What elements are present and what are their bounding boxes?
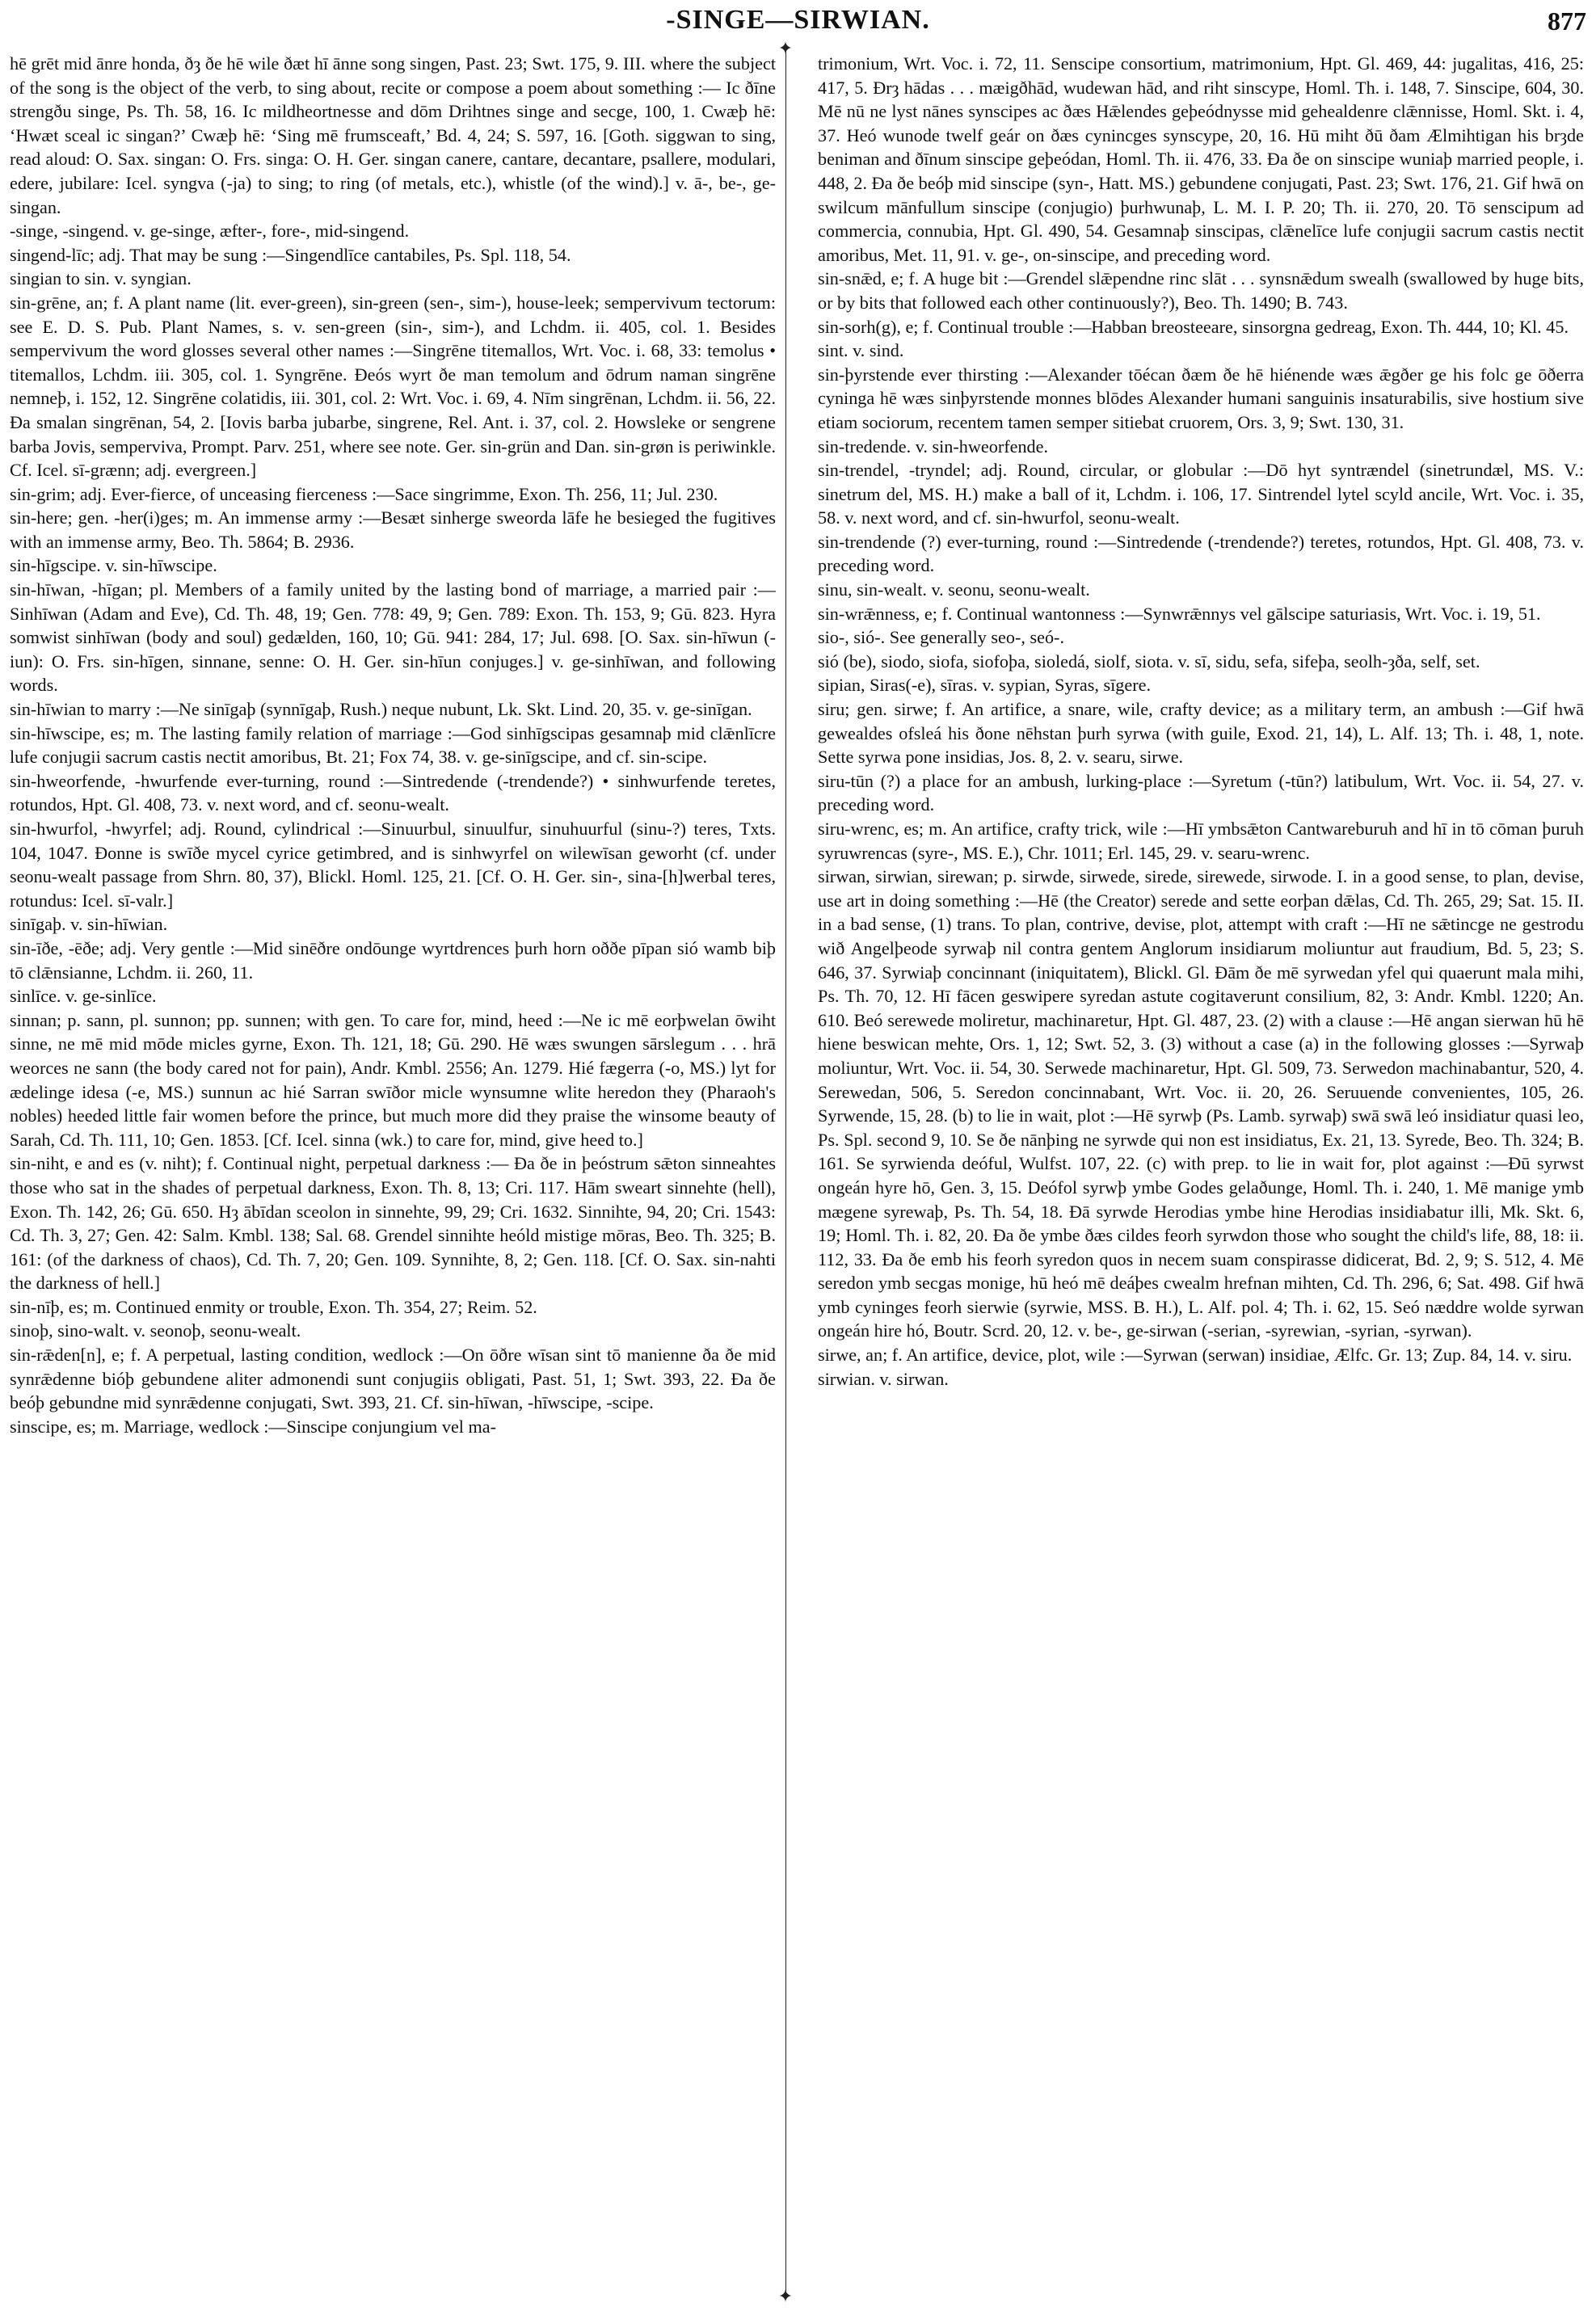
- dictionary-entry: sinnan; p. sann, pl. sunnon; pp. sunnen; with gen. To care for, mind, heed :—Ne ic mē eorþwelan ōwiht sinne, ne mē mid mōde micles gyrne, Exon. Th. 121, 18; Gū. 290. Hē wæs swungen sārslegum . . . hrā weorces ne sann (the body cared not for pain), Andr. Kmbl. 2556; An. 1279. Hié fægerra (-o, MS.) lyt for ædelinge idesa (-e, MS.) sunnun ac hié Sarran swīðor micle wynsumne wlite heredon they (Pharaoh's nobles) heeded little fair women before the prince, but much more did they praise the winsome beauty of Sarah, Cd. Th. 111, 10; Gen. 1853. [Cf. Icel. sinna (wk.) to care for, mind, give heed to.]: [10, 1009, 776, 1150]
- dictionary-entry: sirwan, sirwian, sirewan; p. sirwde, sirwede, sirede, sirewede, sirwode. I. in a good sense, to plan, devise, use art in doing something :—Hē (the Creator) serede and sette eorþan dǣlas, Cd. Th. 265, 29; Sat. 15. II. in a bad sense, (1) trans. To plan, contrive, devise, plot, attempt with craft :—Hī ne sǣtincge ne gestrodu wið Angelþeode syrwaþ nil contra gentem Anglorum insidiarum moliuntur aut fraudium, Bd. 5, 23; S. 646, 37. Syrwiaþ concinnant (iniquitatem), Blickl. Gl. Ðām ðe mē syrwedan yfel qui quaerunt mala mihi, Ps. Th. 70, 12. Hī fācen geswipere syredan astute cogitaverunt consilium, 82, 3: Andr. Kmbl. 1220; An. 610. Beó serewede moliretur, machinaretur, Hpt. Gl. 487, 23. (2) with a clause :—Hē angan sierwan hū hē hiene beswican mehte, Ors. 1, 12; Swt. 52, 3. (3) without a case (a) in the following glosses :—Syrwaþ moliuntur, Wrt. Voc. ii. 54, 30. Serwede machinaretur, Hpt. Gl. 509, 73. Serwedon machinabantur, 520, 4. Serewedan, 506, 5. Seredon concinnabant, Wrt. Voc. ii. 20, 26. Seruuende convenientes, 105, 26. Syrwende, 15, 28. (b) to lie in wait, plot :—Hē syrwþ (Ps. Lamb. syrwaþ) swā swā leó insidiatur quasi leo, Ps. Spl. second 9, 10. Se ðe nānþing ne syrwde qui non est insidiatus, Ex. 21, 13. Syrede, Beo. Th. 324; B. 161. Se syrwienda deóful, Wulfst. 107, 22. (c) with prep. to lie in wait for, plot against :—Ðū syrwst ongeán hyre hō, Gen. 3, 15. Deófol syrwþ ymbe Godes gelaðunge, Homl. Th. i. 240, 1. Mē manige ymb mægene syrewaþ, Ps. Th. 54, 18. Ðā syrwde Herodias ymbe hine Herodias insidiabatur illi, Mk. Skt. 6, 19; Homl. Th. i. 82, 20. Ða ðe ymbe ðæs cildes feorh syrwdon those who sought the child's life, 88, 18: ii. 112, 33. Ða ðe emb his feorh syredon quos in necem suam conspirasse didicerat, Bd. 2, 9; S. 512, 4. Mē seredon ymb secgas monige, hū heó mē deáþes cwealm hrefnan mihten, Cd. Th. 296, 6; Sat. 498. Gif hwā ymb cyninges feorh sierwie (syrwie, MSS. B. H.), L. Alf. pol. 4; Th. i. 62, 15. Seó næddre wolde syrwan ongeán hire hó, Boutr. Scrd. 20, 12. v. be-, ge-sirwan (-serian, -syrewian, -syrian, -syrwan).: [818, 866, 1584, 1341]
- dictionary-entry: sin-rǣden[n], e; f. A perpetual, lasting condition, wedlock :—On ōðre wīsan sint tō manienne ða ðe mid synrǣdenne bióþ gebundene aliter admonendi sunt conjugiis obligati, Past. 51, 1; Swt. 393, 22. Ða ðe beóþ gebundne mid synrǣdenne conjugati, Swt. 393, 21. Cf. sin-hīwan, -hīwscipe, -scipe.: [10, 1345, 776, 1413]
- dictionary-entry: sin-þyrstende ever thirsting :—Alexander tōécan ðæm ðe hē hiénende wæs ǣgðer ge his folc ge ōðerra cyninga hē wæs sinþyrstende monnes blōdes Alexander humani sanguinis insaturabilis, sive hostium sive etiam sociorum, recentem tamen semper sitiebat cruorem, Ors. 3, 9; Swt. 130, 31.: [818, 364, 1584, 432]
- dictionary-entry: sin-grēne, an; f. A plant name (lit. ever-green), sin-green (sen-, sim-), house-leek; sempervivum tectorum: see E. D. S. Pub. Plant Names, s. v. sen-green (sin-, sim-), and Lchdm. ii. 405, col. 1. Besides sempervivum the word glosses several other names :—Singrēne titemallos, Wrt. Voc. i. 68, 33: temolus • titemallos, Lchdm. iii. 305, col. 1. Syngrēne. Ðeós wyrt ðe man temolum and ōdrum naman singrēne nemneþ, i. 152, 12. Singrēne colatidis, iii. 301, col. 2: Wrt. Voc. i. 69, 4. Nīm singrēnan, Lchdm. ii. 56, 22. Ða smalan singrēnan, 54, 2. [Iovis barba jubarbe, singrene, Rel. Ant. i. 37, col. 2. Howsleke or sengrene barba Jovis, semperviva, Prompt. Parv. 251, where see note. Ger. sin-grün and Dan. sin-grøn is periwinkle. Cf. Icel. sī-grænn; adj. evergreen.]: [10, 292, 776, 481]
- dictionary-entry: siru; gen. sirwe; f. An artifice, a snare, wile, crafty device; as a military term, an ambush :—Gif hwā gewealdes ofsleá his ðone nēhstan þurh syrwa (with guile, Exod. 21, 14), L. Alf. 13; Th. i. 48, 1, note. Sette syrwa pone insidias, Jos. 8, 2. v. searu, sirwe.: [818, 699, 1584, 768]
- dictionary-entry: sirwe, an; f. An artifice, device, plot, wile :—Syrwan (serwan) insidiae, Ælfc. Gr. 13; Zup. 84, 14. v. siru.: [818, 1345, 1573, 1366]
- dictionary-entry: singian to sin. v. syngian.: [10, 268, 192, 289]
- dictionary-entry: sin-hwurfol, -hwyrfel; adj. Round, cylindrical :—Sinuurbul, sinuulfur, sinuhuurful (sinu-?) teres, Txts. 104, 1047. Ðonne is swīðe mycel cyrice getimbred, and is sinhwyrfel on wilewīsan geworht (cf. under seonu-wealt passage from Shrn. 80, 37), Blickl. Homl. 125, 21. [Cf. O. H. Ger. sin-, sina-[h]werbal teres, rotundus: Icel. sī-valr.]: [10, 819, 776, 911]
- dictionary-entry: sinoþ, sino-walt. v. seonoþ, seonu-wealt.: [10, 1320, 301, 1341]
- dictionary-entry: singend-līc; adj. That may be sung :—Singendlīce cantabiles, Ps. Spl. 118, 54.: [10, 244, 571, 265]
- dictionary-entry: trimonium, Wrt. Voc. i. 72, 11. Senscipe consortium, matrimonium, Hpt. Gl. 469, 44: jugalitas, 416, 25: 417, 5. Ðrȝ hādas . . . mæigðhād, wudewan hād, and riht sinscype, Homl. Th. i. 148, 7. Sinscipe, 604, 30. Mē nū ne lyst nānes synscipes ac ðæs Hǣlendes geþeódnysse mid gehealdenre clǣnnisse, Homl. Skt. i. 4, 37. Heó wunode twelf geár on ðæs cynincges synscype, 20, 16. Hū miht ðū ðam Ælmihtigan his brȝde beniman and ðīnum sinscipe geþeódan, Homl. Th. ii. 476, 33. Ða ðe on sinscipe wuniaþ married people, i. 448, 2. Ða ðe beóþ mid sinscipe (syn-, Hatt. MS.) gebundene conjugati, Past. 23; Swt. 176, 21. Gif hwā on swilcum mānfullum sinscipe (conjugio) þurhwunaþ, L. M. I. P. 20; Th. ii. 270, 20. Tō senscipum ad commercia, connubia, Hpt. Gl. 490, 54. Gesamnaþ sinscipas, clǣnelīce lufe conjugii sacrum castis nectit amoribus, Met. 11, 91. v. ge-, on-sinscipe, and preceding word.: [818, 53, 1584, 265]
- dictionary-entry: sin-here; gen. -her(i)ges; m. An immense army :—Besæt sinherge sweorda lāfe he besieged the fugitives with an immense army, Beo. Th. 5864; B. 2936.: [10, 507, 776, 552]
- dictionary-entry: hē grēt mid ānre honda, ðȝ ðe hē wile ðæt hī ānne song singen, Past. 23; Swt. 175, 9. III. where the subject of the song is the object of the verb, to sing about, recite or compose a poem about something :— Ic ðīne strengðu singe, Ps. Th. 58, 16. Ic mildheortnesse and dōm Drihtnes singe and secge, 100, 1. Cwæþ hē: ‘Hwæt sceal ic singan?’ Cwæþ hē: ‘Sing mē frumsceaft,’ Bd. 4, 24; S. 597, 16. [Goth. siggwan to sing, read aloud: O. Sax. singan: O. Frs. singa: O. H. Ger. singan canere, cantare, decantare, psallere, modulari, edere, jubilare: Icel. syngva (-ja) to sing; to ring (of metals, etc.), whistle (of the wind).] v. ā-, be-, ge-singan.: [10, 53, 776, 217]
- running-title: -SINGE—SIRWIAN.: [666, 5, 930, 35]
- dictionary-entry: sinlīce. v. ge-sinlīce.: [10, 986, 157, 1007]
- dictionary-entry: sin-grim; adj. Ever-fierce, of unceasing fierceness :—Sace singrimme, Exon. Th. 256, 11; Jul. 230.: [10, 483, 718, 504]
- dictionary-entry: sint. v. sind.: [818, 340, 904, 361]
- dictionary-entry: sin-niht, e and es (v. niht); f. Continual night, perpetual darkness :— Ða ðe in þeóstrum sǣton sinneahtes those who sat in the shades of perpetual darkness, Exon. Th. 8, 13; Cri. 117. Hām sweart sinnehte (hell), Exon. Th. 142, 26; Gū. 650. Hȝ ābīdan sceolon in sinnehte, 99, 29; Cri. 1632. Sinnihte, 94, 20; Cri. 1543: Cd. Th. 3, 27; Gen. 42: Salm. Kmbl. 138; Sal. 68. Grendel sinnihte heóld mistige mōras, Beo. Th. 325; B. 161: (of the darkness of chaos), Cd. Th. 7, 20; Gen. 109. Synnihte, 8, 2; Gen. 118. [Cf. O. Sax. sin-nahti the darkness of hell.]: [10, 1153, 776, 1294]
- dictionary-entry: sin-hīwscipe, es; m. The lasting family relation of marriage :—God sinhīgscipas gesamnaþ mid clǣnlīcre lufe conjugii sacrum castis nectit amoribus, Bt. 21; Fox 74, 38. v. ge-sinīgscipe, and cf. sin-scipe.: [10, 722, 776, 768]
- page-number: 877: [1548, 6, 1586, 36]
- left-column: [10, 52, 776, 2306]
- page-header: [0, 0, 1596, 45]
- dictionary-entry: sio-, sió-. See generally seo-, seó-.: [818, 627, 1064, 648]
- dictionary-entry: sin-trendel, -tryndel; adj. Round, circular, or globular :—Dō hyt syntrændel (sinetrundæl, MS. V.: sinetrum del, MS. H.) make a ball of it, Lchdm. i. 106, 17. Sintrendel lytel scyld ancile, Wrt. Voc. i. 35, 58. v. next word, and cf. sin-hwurfol, seonu-wealt.: [818, 460, 1584, 528]
- right-column: [818, 52, 1584, 2306]
- dictionary-entry: sin-hweorfende, -hwurfende ever-turning, round :—Sintredende (-trendende?) • sinhwurfende teretes, rotundos, Hpt. Gl. 408, 73. v. next word, and cf. seonu-wealt.: [10, 770, 776, 815]
- dictionary-entry: sin-nīþ, es; m. Continued enmity or trouble, Exon. Th. 354, 27; Reim. 52.: [10, 1296, 537, 1317]
- dictionary-entry: sin-sorh(g), e; f. Continual trouble :—Habban breosteeare, sinsorgna gedreag, Exon. Th. 444, 10; Kl. 45.: [818, 316, 1569, 337]
- dictionary-entry: sin-snǣd, e; f. A huge bit :—Grendel slǣpendne rinc slāt . . . synsnǣdum swealh (swallowed by huge bits, or by bits that followed each other continuously?), Beo. Th. 1490; B. 743.: [818, 268, 1584, 313]
- dictionary-entry: sin-hīgscipe. v. sin-hīwscipe.: [10, 555, 217, 576]
- dictionary-entry: -singe, -singend. v. ge-singe, æfter-, fore-, mid-singend.: [10, 221, 410, 242]
- dictionary-entry: sirwian. v. sirwan.: [818, 1368, 949, 1389]
- dictionary-entry: sió (be), siodo, siofa, siofoþa, sioledá, siolf, siota. v. sī, sidu, sefa, sifeþa, seolh-ȝða, self, set.: [818, 650, 1480, 671]
- dictionary-entry: siru-tūn (?) a place for an ambush, lurking-place :—Syretum (-tūn?) latibulum, Wrt. Voc. ii. 54, 27. v. preceding word.: [818, 770, 1584, 815]
- column-rule-top-ornament: ✦: [777, 38, 794, 58]
- column-rule-bottom-ornament: ✦: [777, 2286, 794, 2306]
- dictionary-entry: sinīgaþ. v. sin-hīwian.: [10, 914, 168, 935]
- dictionary-entry: sinu, sin-wealt. v. seonu, seonu-wealt.: [818, 579, 1090, 600]
- dictionary-entry: sin-hīwan, -hīgan; pl. Members of a family united by the lasting bond of marriage, a married pair :—Sinhīwan (Adam and Eve), Cd. Th. 48, 19; Gen. 778: 49, 9; Gen. 789: Exon. Th. 153, 9; Gū. 823. Hyra somwist sinhīwan (body and soul) gedælden, 160, 10; Gū. 941: 284, 17; Jul. 698. [O. Sax. sin-hīwun (-iun): O. Frs. sin-hīgen, sinnane, senne: O. H. Ger. sin-hīun conjuges.] v. ge-sinhīwan, and following words.: [10, 579, 776, 696]
- dictionary-entry: sin-īðe, -ēðe; adj. Very gentle :—Mid sinēðre ondōunge wyrtdrences þurh horn oððe pīpan sió wamb biþ tō clǣnsianne, Lchdm. ii. 260, 11.: [10, 937, 776, 983]
- dictionary-entry: sin-wrǣnness, e; f. Continual wantonness :—Synwrǣnnys vel gālscipe saturiasis, Wrt. Voc. i. 19, 51.: [818, 603, 1541, 624]
- dictionary-entry: sipian, Siras(-e), sīras. v. sypian, Syras, sīgere.: [818, 675, 1152, 696]
- dictionary-entry: siru-wrenc, es; m. An artifice, crafty trick, wile :—Hī ymbsǣton Cantwareburuh and hī in tō cōman þuruh syruwrencas (syre-, MS. E.), Chr. 1011; Erl. 145, 29. v. searu-wrenc.: [818, 819, 1584, 863]
- dictionary-entry: sinscipe, es; m. Marriage, wedlock :—Sinscipe conjungium vel ma-: [10, 1416, 497, 1437]
- dictionary-entry: sin-trendende (?) ever-turning, round :—Sintredende (-trendende?) teretes, rotundos, Hpt. Gl. 408, 73. v. preceding word.: [818, 531, 1584, 576]
- text-columns: [10, 52, 1587, 2306]
- dictionary-entry: sin-tredende. v. sin-hweorfende.: [818, 436, 1049, 457]
- dictionary-entry: sin-hīwian to marry :—Ne sinīgaþ (synnīgaþ, Rush.) neque nubunt, Lk. Skt. Lind. 20, 35. v. ge-sinīgan.: [10, 699, 752, 720]
